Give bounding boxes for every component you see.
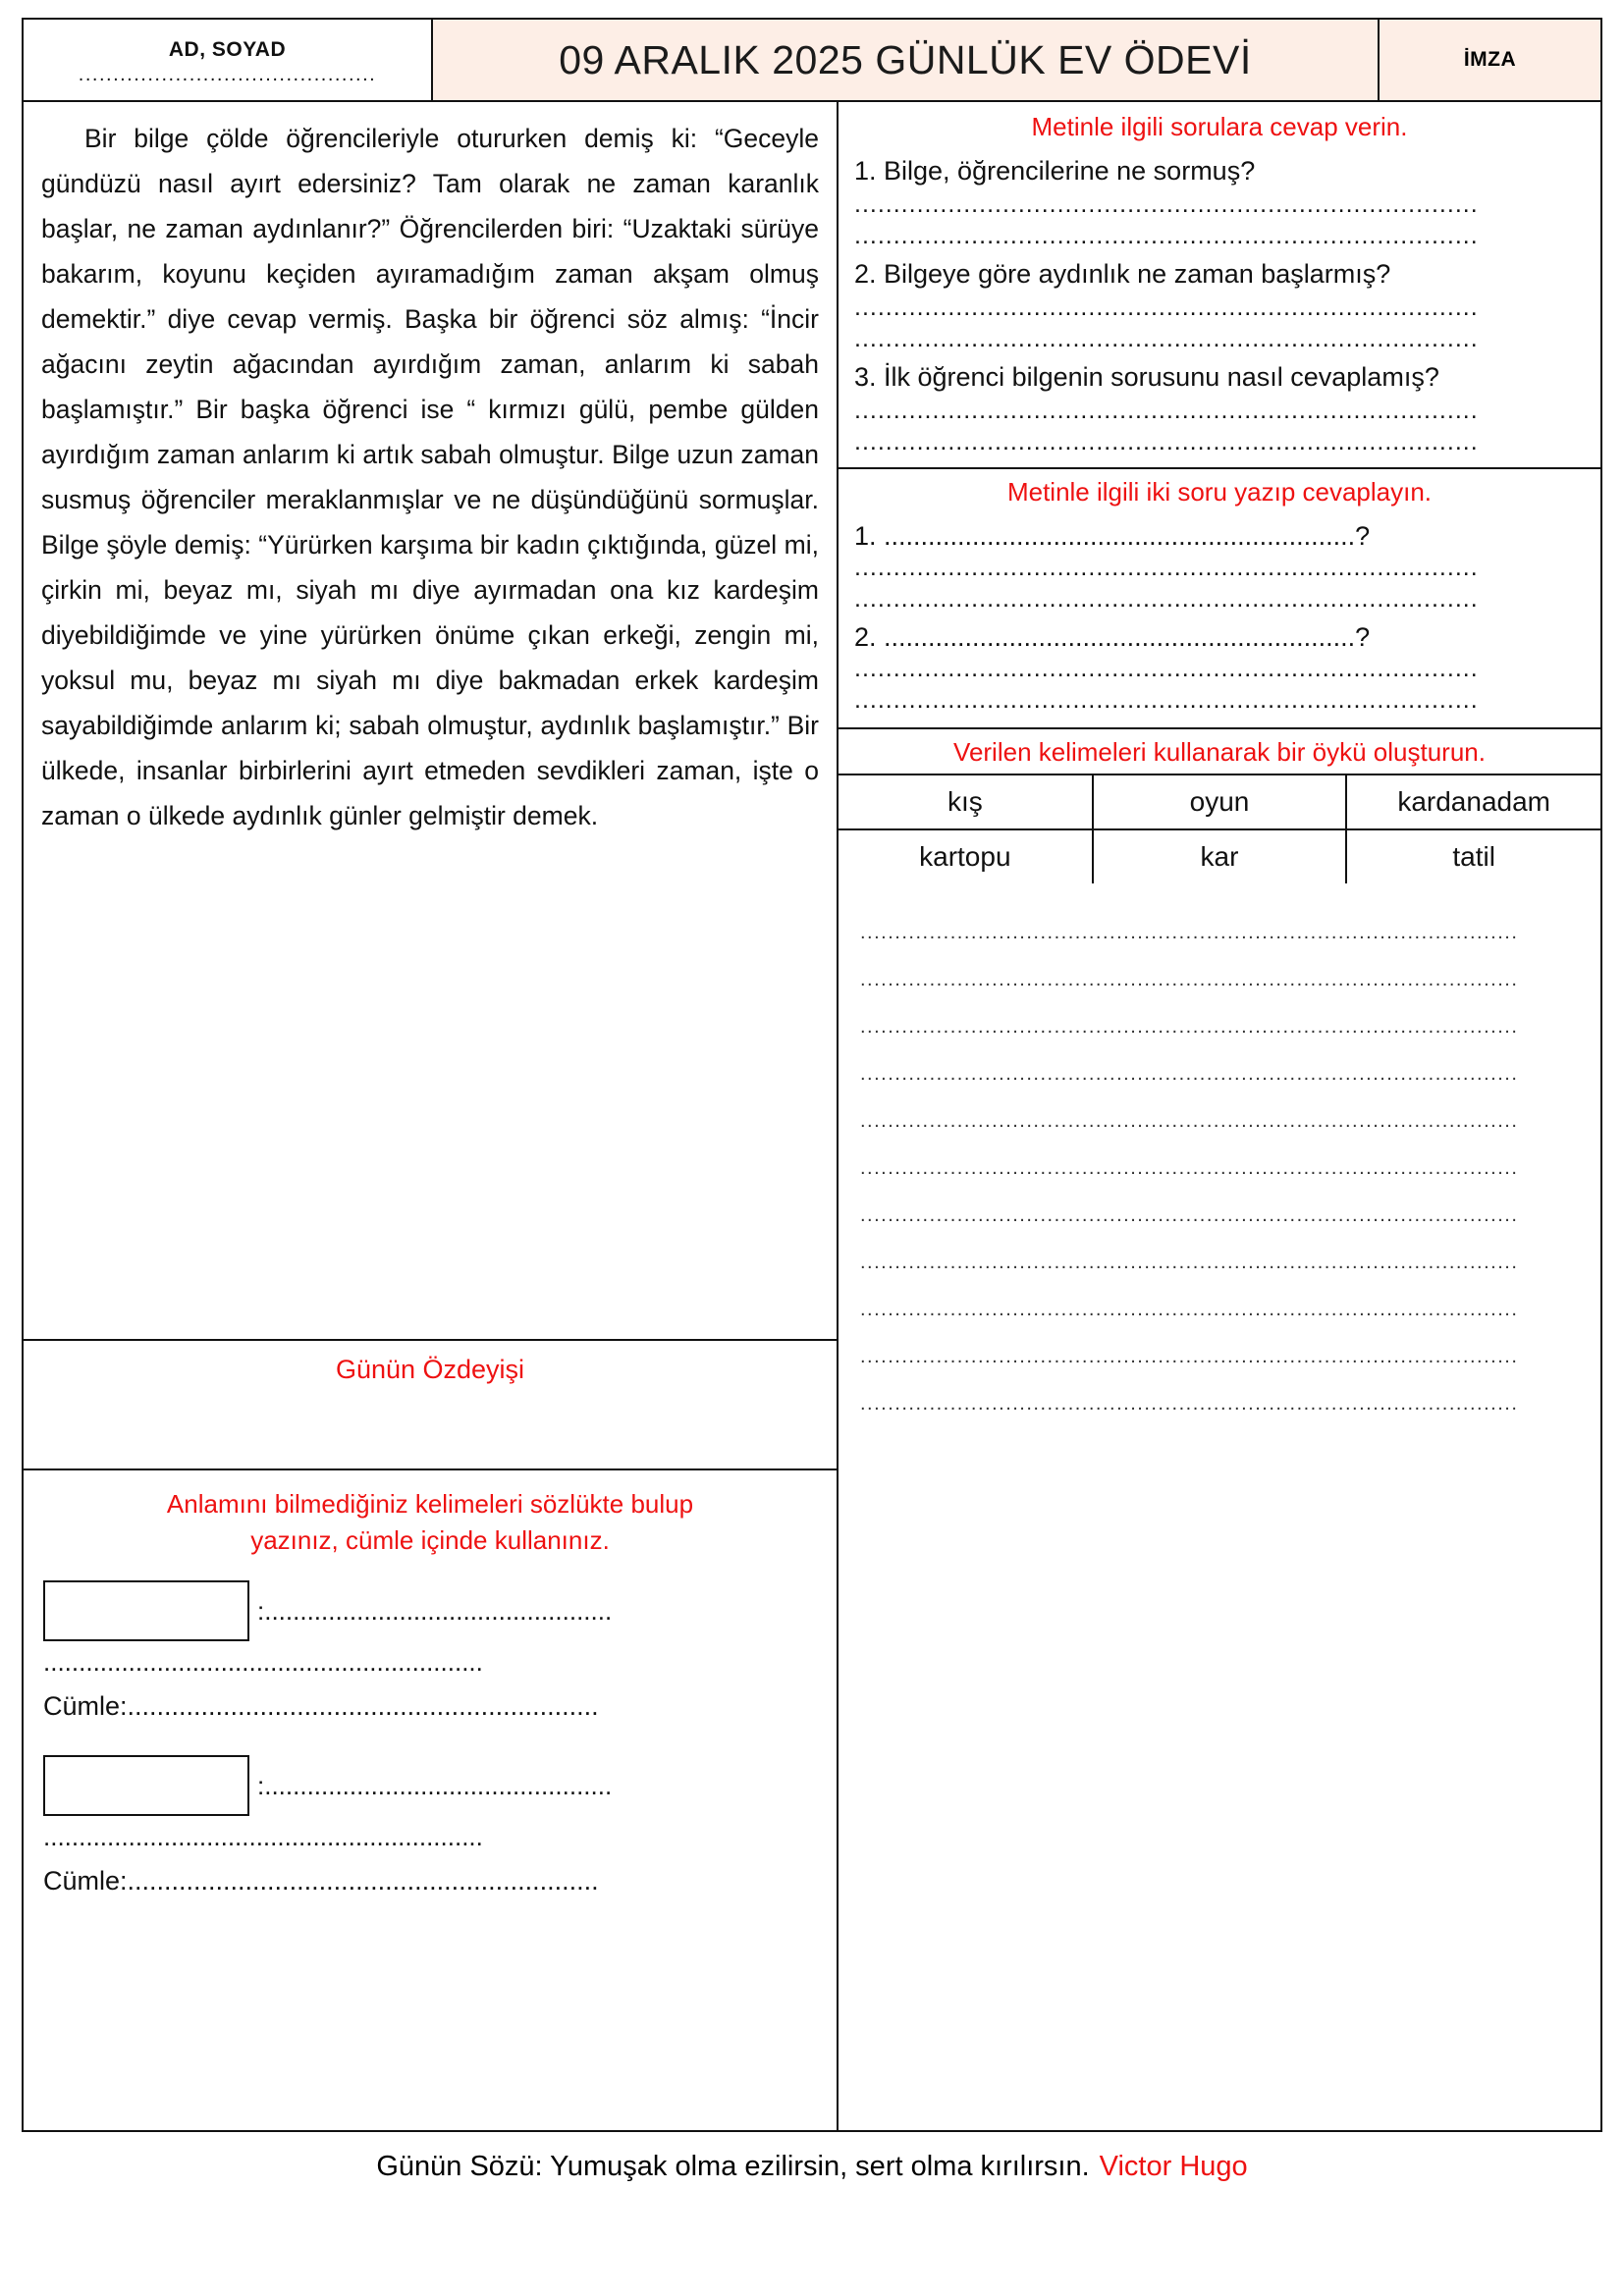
- story-word-5: kar: [1093, 829, 1347, 883]
- answer-line-1a[interactable]: ................................................................................: [854, 190, 1479, 218]
- question-1: 1. Bilge, öğrencilerine ne sormuş?: [854, 156, 1256, 186]
- story-line[interactable]: ...............................................................................................: [860, 1204, 1519, 1226]
- dictionary-instruction-line1: Anlamını bilmediğiniz kelimeleri sözlükte bulup: [166, 1489, 694, 1519]
- story-line[interactable]: ...............................................................................................: [860, 969, 1519, 990]
- worksheet-title: [431, 20, 1380, 100]
- story-line[interactable]: ...............................................................................................: [860, 1110, 1519, 1132]
- daily-aphorism-section[interactable]: [24, 1341, 837, 1470]
- word-box-2[interactable]: [43, 1755, 249, 1816]
- comprehension-heading: Metinle ilgili sorulara cevap verin.: [1031, 112, 1408, 141]
- story-word-2: oyun: [1093, 774, 1347, 829]
- answer-line-3a[interactable]: ................................................................................: [854, 397, 1479, 424]
- reading-passage: [24, 102, 837, 1341]
- worksheet-body: [22, 102, 1602, 2132]
- story-line[interactable]: ...............................................................................................: [860, 1252, 1519, 1273]
- write-answer-line-2b[interactable]: ................................................................................: [854, 686, 1479, 714]
- daily-aphorism-title: Günün Özdeyişi: [335, 1355, 525, 1384]
- story-instruction: Verilen kelimeleri kullanarak bir öykü oluşturun.: [953, 737, 1486, 767]
- answer-line-3b[interactable]: ................................................................................: [854, 428, 1479, 455]
- dictionary-entry-1: [43, 1580, 817, 1641]
- table-row: [839, 774, 1600, 829]
- story-word-1: kış: [839, 774, 1093, 829]
- student-name-field[interactable]: [24, 20, 431, 100]
- sentence-label-1: Cümle:: [43, 1691, 128, 1721]
- story-word-6: tatil: [1346, 829, 1600, 883]
- word-meaning-dots-1b[interactable]: ..............................................................: [43, 1647, 483, 1677]
- write-answer-line-2a[interactable]: ................................................................................: [854, 655, 1479, 682]
- sentence-label-2: Cümle:: [43, 1866, 128, 1896]
- student-name-dots: ...........................................: [78, 63, 377, 85]
- story-word-3: kardanadam: [1346, 774, 1600, 829]
- story-writing-lines[interactable]: [839, 883, 1600, 2130]
- student-name-label: AD, SOYAD: [168, 37, 287, 61]
- question-2: 2. Bilgeye göre aydınlık ne zaman başlarmış?: [854, 259, 1391, 289]
- dictionary-instruction-line2: yazınız, cümle içinde kullanınız.: [250, 1525, 610, 1555]
- comprehension-questions: [839, 102, 1600, 469]
- write-question-2[interactable]: 2. ................................................................?: [854, 622, 1371, 652]
- footer-quote-text: Günün Sözü: Yumuşak olma ezilirsin, sert olma kırılırsın.: [376, 2150, 1090, 2182]
- story-line[interactable]: ...............................................................................................: [860, 1063, 1519, 1085]
- reading-passage-text: Bir bilge çölde öğrencileriyle otururken demiş ki: “Geceyle gündüzü nasıl ayırt edersiniz? Tam olarak ne zaman karanlık başlar, ne zaman aydınlanır?” Öğrencilerden biri: “Uzaktaki sürüye bakarım, koyunu keçiden ayıramadığım zaman akşam olmuş demektir.” diye cevap vermiş. Başka bir öğrenci söz almış: “İncir ağacını zeytin ağacından ayırdığım zaman, anlarım ki sabah başlamıştır.” Bir başka öğrenci ise “ kırmızı gülü, pembe gülden ayırdığım zaman anlarım ki artık sabah olmuştur. Bilge uzun zaman susmuş öğrenciler meraklanmışlar ve ne düşündüğünü sormuşlar. Bilge şöyle demiş: “Yürürken karşıma bir kadın çıktığında, güzel mi, çirkin mi, beyaz mı, siyah mı diye ayırmadan ona kız kardeşim diyebildiğimde ve yine yürürken önüme çıkan erkeği, zengin mi, yoksul mu, beyaz mı siyah mı diye bakmadan erkek kardeşim sayabildiğimde anlarım ki; sabah olmuştur, aydınlık başlamıştır.” Bir ülkede, insanlar birbirlerini ayırt etmeden sevdikleri zaman, işte o zaman o ülkede aydınlık günler gelmiştir demek.: [41, 124, 819, 830]
- sentence-line-1[interactable]: [43, 1691, 817, 1722]
- story-section: [839, 729, 1600, 2130]
- story-line[interactable]: ...............................................................................................: [860, 1346, 1519, 1367]
- word-meaning-dots-2[interactable]: :.................................................: [257, 1770, 613, 1800]
- story-word-4: kartopu: [839, 829, 1093, 883]
- sentence-dots-1: ................................................................: [127, 1691, 599, 1721]
- write-answer-line-1a[interactable]: ................................................................................: [854, 554, 1479, 581]
- word-meaning-dots-2b[interactable]: ..............................................................: [43, 1822, 483, 1851]
- right-column: [839, 102, 1600, 2130]
- sentence-dots-2: ................................................................: [127, 1866, 599, 1896]
- question-3: 3. İlk öğrenci bilgenin sorusunu nasıl cevaplamış?: [854, 362, 1439, 392]
- dictionary-entry-2: [43, 1755, 817, 1816]
- write-questions-section: [839, 469, 1600, 729]
- footer-quote: [22, 2132, 1602, 2201]
- signature-label: İMZA: [1463, 48, 1517, 71]
- footer-quote-author: Victor Hugo: [1099, 2150, 1248, 2182]
- word-meaning-dots-1[interactable]: :.................................................: [257, 1595, 613, 1626]
- left-column: [24, 102, 839, 2130]
- answer-line-1b[interactable]: ................................................................................: [854, 222, 1479, 249]
- story-line[interactable]: ...............................................................................................: [860, 1157, 1519, 1179]
- answer-line-2a[interactable]: ................................................................................: [854, 294, 1479, 321]
- word-box-1[interactable]: [43, 1580, 249, 1641]
- story-word-table: [839, 774, 1600, 883]
- page-header: [22, 18, 1602, 102]
- dictionary-instruction: [43, 1486, 817, 1559]
- table-row: [839, 829, 1600, 883]
- sentence-line-2[interactable]: [43, 1866, 817, 1896]
- story-line[interactable]: ...............................................................................................: [860, 1016, 1519, 1038]
- write-question-1[interactable]: 1. ................................................................?: [854, 521, 1371, 551]
- story-line[interactable]: ...............................................................................................: [860, 1393, 1519, 1415]
- write-answer-line-1b[interactable]: ................................................................................: [854, 585, 1479, 613]
- dictionary-section: [24, 1470, 837, 2130]
- story-line[interactable]: ...............................................................................................: [860, 922, 1519, 943]
- answer-line-2b[interactable]: ................................................................................: [854, 325, 1479, 352]
- signature-field[interactable]: [1380, 20, 1600, 100]
- worksheet-title-text: 09 ARALIK 2025 GÜNLÜK EV ÖDEVİ: [559, 36, 1252, 82]
- story-line[interactable]: ...............................................................................................: [860, 1299, 1519, 1320]
- write-questions-heading: Metinle ilgili iki soru yazıp cevaplayın.: [1006, 477, 1433, 507]
